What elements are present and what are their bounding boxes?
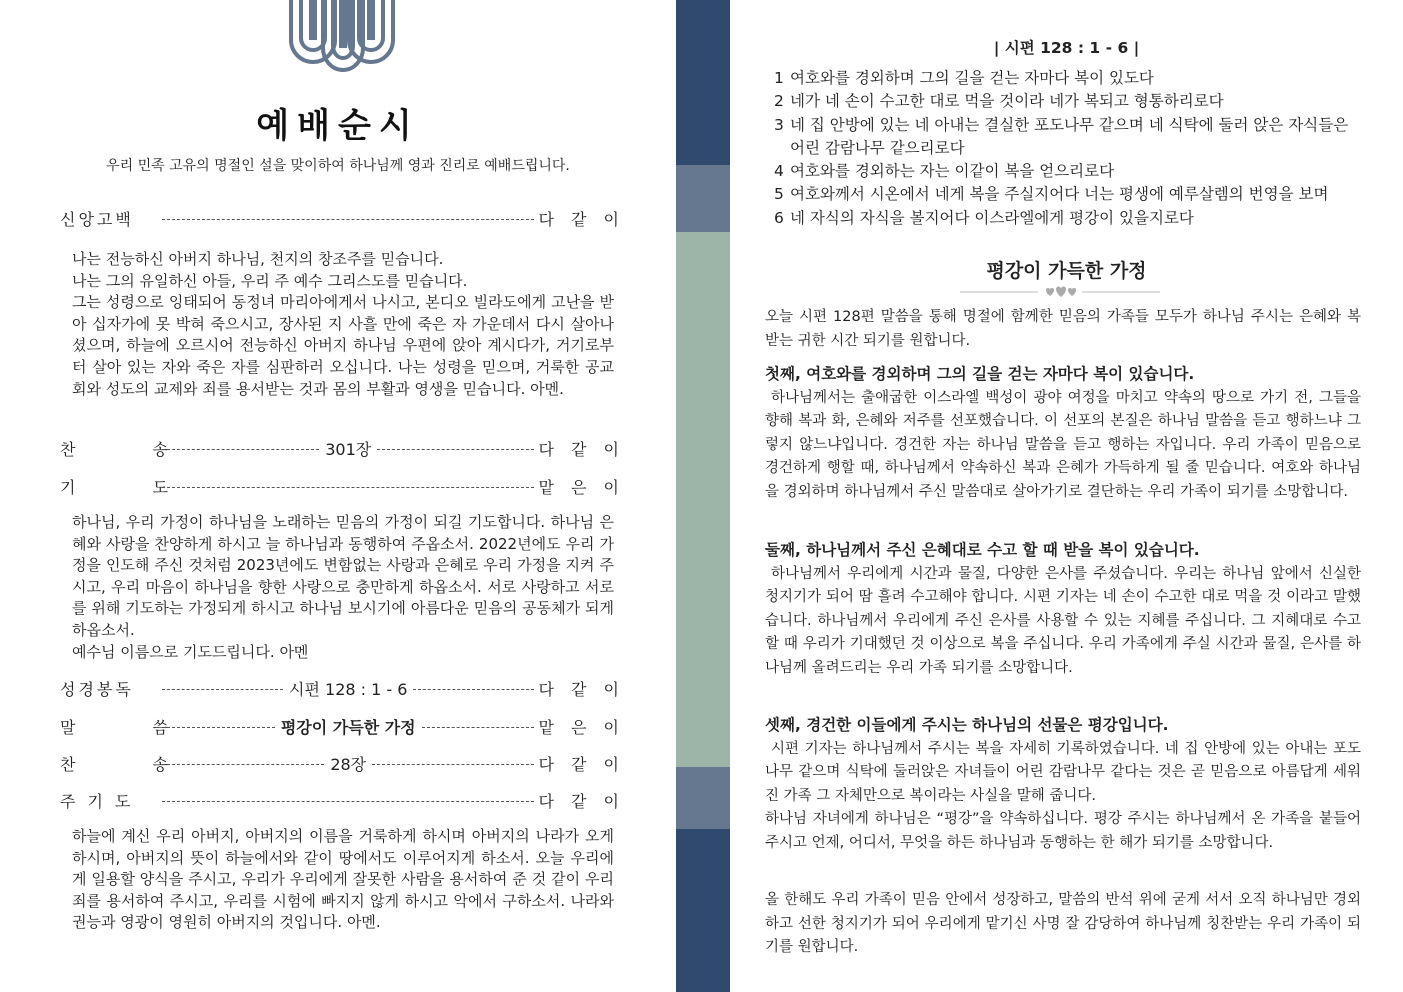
- lords-prayer-label: 주기도: [60, 791, 143, 811]
- sermon-point-3: [765, 714, 1361, 855]
- sermon-closing: [765, 889, 1361, 960]
- sermon-intro: [765, 306, 1361, 353]
- leader-line: [377, 449, 534, 450]
- verse-item: [774, 183, 1364, 206]
- center-divider: [676, 0, 730, 992]
- creed-row: [60, 207, 625, 229]
- sermon-who: 맡 은 이: [538, 717, 625, 737]
- heart-divider-icon: [960, 286, 1160, 298]
- creed-who: 다 같 이: [538, 209, 625, 229]
- passage-title: | 시편 128 : 1 - 6 |: [993, 39, 1140, 57]
- sermon-point-2: [765, 539, 1361, 680]
- sermon-page: [730, 0, 1403, 992]
- reading-label: 성경봉독: [60, 679, 134, 699]
- verse-text: 여호와를 경외하는 자는 이같이 복을 얻으리로다: [790, 162, 1115, 181]
- verse-text: 네가 네 손이 수고한 대로 먹을 것이라 네가 복되고 형통하리로다: [790, 92, 1224, 111]
- verse-number: 4: [774, 162, 784, 181]
- leader-line: [413, 689, 534, 690]
- leader-line: [162, 487, 534, 488]
- verse-list: [774, 67, 1364, 230]
- verse-number: 3: [774, 115, 784, 134]
- intro-text: 오늘 시편 128편 말씀을 통해 명절에 함께한 믿음의 가족들 모두가 하나님 주시는 은혜와 복 받는 귀한 시간 되기를 원합니다.: [765, 309, 1361, 349]
- lords-prayer-who: 다 같 이: [538, 791, 625, 811]
- church-logo-icon: [283, 0, 401, 84]
- reading-row: [60, 677, 625, 699]
- divider-band-slate: [676, 165, 730, 232]
- page-title: 예배순시: [256, 106, 420, 146]
- verse-number: 2: [774, 92, 784, 111]
- verse-item: [774, 114, 1364, 161]
- verse-text: 여호와를 경외하며 그의 길을 걷는 자마다 복이 있도다: [790, 69, 1154, 87]
- prayer-text: [72, 512, 614, 663]
- point-heading: 둘째, 하나님께서 주신 은혜대로 수고 할 때 받을 복이 있습니다.: [765, 541, 1200, 559]
- divider-band-sage: [676, 232, 730, 767]
- hymn-row: [60, 752, 625, 774]
- hymn-row: [60, 437, 625, 459]
- closing-text: 올 한해도 우리 가족이 믿음 안에서 성장하고, 말씀의 반석 위에 굳게 서서 오직 하나님만 경외하고 선한 청지기가 되어 우리에게 맡기신 사명 잘 감당하여 하나님께 칭찬받는 우리 가족이 되기를 원합니다.: [765, 892, 1361, 955]
- page-subtitle: 우리 민족 고유의 명절인 설을 맞이하여 하나님께 영과 진리로 예배드립니다.: [106, 158, 570, 174]
- lords-prayer-text: [72, 826, 614, 934]
- verse-text: 네 자식의 자식을 볼지어다 이스라엘에게 평강이 있을지로다: [790, 208, 1194, 227]
- creed-line: 그는 성령으로 잉태되어 동정녀 마리아에게서 나시고, 본디오 빌라도에게 고난을 받아 십자가에 못 박혀 죽으시고, 장사된 지 사흘 만에 죽은 자 가운데서 다시 살아나셨으며, 하늘에 오르시어 전능하신 아버지 하나님 우편에 앉아 계시다가, 거기로부터 살아 있는 자와 죽은 자를 심판하러 오십니다. 나는 성령을 믿으며, 거룩한 공교회와 성도의 교제와 죄를 용서받는 것과 몸의 부활과 영생을 믿습니다. 아멘.: [72, 293, 614, 398]
- leader-line: [162, 689, 283, 690]
- verse-item: [774, 90, 1364, 113]
- hymn-number: 301장: [325, 439, 372, 459]
- leader-line: [162, 801, 534, 802]
- sermon-label: 말 씀: [60, 717, 204, 737]
- hymn-label: 찬 송: [60, 439, 204, 459]
- divider-band-navy: [676, 829, 730, 992]
- leader-line: [162, 219, 534, 220]
- point-heading: 셋째, 경건한 이들에게 주시는 하나님의 선물은 평강입니다.: [765, 716, 1169, 734]
- hymn-who: 다 같 이: [538, 754, 625, 774]
- point-body: 하나님 자녀에게 하나님은 “평강”을 약속하십니다. 평강 주시는 하나님께서 온 가족을 붙들어 주시고 언제, 어디서, 무엇을 하든 하나님과 동행하는 한 해가 되기를 소망합니다.: [765, 811, 1361, 851]
- hymn-label: 찬 송: [60, 754, 204, 774]
- lords-prayer-line: 하늘에 계신 우리 아버지, 아버지의 이름을 거룩하게 하시며 아버지의 나라가 오게 하시며, 아버지의 뜻이 하늘에서와 같이 땅에서도 이루어지게 하소서. 오늘 우리에게 일용할 양식을 주시고, 우리가 우리에게 잘못한 사람을 용서하여 준 것 같이 우리 죄를 용서하여 주시고, 우리를 시험에 빠지지 않게 하시고 악에서 구하소서. 나라와 권능과 영광이 영원히 아버지의 것입니다. 아멘.: [72, 827, 614, 932]
- leader-line: [162, 449, 319, 450]
- creed-line: 나는 전능하신 아버지 하나님, 천지의 창조주를 믿습니다.: [72, 250, 444, 268]
- verse-number: 5: [774, 185, 784, 204]
- hymn-who: 다 같 이: [538, 439, 626, 459]
- verse-number: 1: [774, 69, 784, 87]
- point-heading: 첫째, 여호와를 경외하며 그의 길을 걷는 자마다 복이 있습니다.: [765, 365, 1195, 383]
- prayer-line: 예수님 이름으로 기도드립니다. 아멘: [72, 642, 309, 661]
- creed-line: 나는 그의 유일하신 아들, 우리 주 예수 그리스도를 믿습니다.: [72, 271, 468, 290]
- verse-item: [774, 207, 1364, 230]
- sermon-point-1: [765, 363, 1361, 504]
- hymn-number: 28장: [330, 754, 367, 774]
- divider-band-navy: [676, 0, 730, 165]
- verse-item: [774, 67, 1364, 90]
- prayer-label: 기 도: [60, 477, 204, 497]
- point-body: 시편 기자는 하나님께서 주시는 복을 자세히 기록하였습니다. 네 집 안방에 있는 아내는 포도나무 같으며 식탁에 둘러앉은 자녀들이 어린 감람나무 같다는 것은 곧 믿음으로 아름답게 세워진 가족 그 자체만으로 복이라는 사실을 말해 줍니다.: [765, 740, 1361, 804]
- leader-line: [422, 727, 535, 728]
- creed-label: 신앙고백: [60, 209, 134, 229]
- sermon-row: [60, 715, 625, 737]
- reading-passage: 시편 128 : 1 - 6: [289, 679, 408, 699]
- divider-band-slate: [676, 767, 730, 829]
- verse-number: 6: [774, 208, 784, 227]
- leader-line: [372, 764, 534, 765]
- prayer-who: 맡 은 이: [538, 477, 625, 497]
- sermon-title-entry: 평강이 가득한 가정: [280, 717, 416, 737]
- creed-text: [72, 249, 614, 400]
- point-body: 하나님께서 우리에게 시간과 물질, 다양한 은사를 주셨습니다. 우리는 하나님 앞에서 신실한 청지기가 되어 땀 흘려 수고해야 합니다. 시편 기자는 네 손이 수고한 대로 먹을 것 이라고 말했습니다. 하나님께서 우리에게 주신 은사를 사용할 수 있는 지혜를 주십니다. 그 지혜대로 수고할 때 우리가 기대했던 것 이상으로 복을 주십니다. 우리 가족에게 주실 시간과 물질, 은사를 하나님께 올려드리는 우리 가족 되기를 소망합니다.: [765, 565, 1361, 676]
- sermon-title: 평강이 가득한 가정: [986, 260, 1147, 282]
- reading-who: 다 같 이: [538, 679, 626, 699]
- verse-text: 네 집 안방에 있는 네 아내는 결실한 포도나무 같으며 네 식탁에 둘러 앉은 자식들은 어린 감람나무 같으리로다: [790, 115, 1349, 157]
- point-body: 하나님께서는 출애굽한 이스라엘 백성이 광야 여정을 마치고 약속의 땅으로 가기 전, 그들을 향해 복과 화, 은혜와 저주를 선포했습니다. 이 선포의 본질은 하나님 말씀을 듣고 행하느냐 그렇지 않느냐입니다. 경건한 자는 하나님 말씀을 듣고 행하는 자입니다. 우리 가족이 믿음으로 경건하게 행할 때, 하나님께서 약속하신 복과 은혜가 가득하게 될 줄 믿습니다. 여호와 하나님을 경외하며 하나님께서 주신 말씀대로 살아가기로 결단하는 우리 가족이 되기를 소망합니다.: [765, 389, 1361, 500]
- verse-text: 여호와께서 시온에서 네게 복을 주실지어다 너는 평생에 예루살렘의 번영을 보며: [790, 185, 1329, 204]
- lords-prayer-row: [60, 789, 625, 811]
- prayer-line: 하나님, 우리 가정이 하나님을 노래하는 믿음의 가정이 되길 기도합니다. 하나님 은혜와 사랑을 찬양하게 하시고 늘 하나님과 동행하여 주옵소서. 2022년에도 우리 가정을 인도해 주신 것처럼 2023년에도 변함없는 사랑과 은혜로 우리 가정을 지켜 주시고, 우리 마음이 하나님을 향한 사랑으로 충만하게 하옵소서. 서로 사랑하고 서로를 위해 기도하는 가정되게 하시고 하나님 보시기에 아름다운 믿음의 공동체가 되게 하옵소서.: [72, 513, 614, 639]
- leader-line: [162, 764, 324, 765]
- verse-item: [774, 160, 1364, 183]
- order-of-worship-page: [0, 0, 676, 992]
- leader-line: [162, 727, 275, 728]
- prayer-row: [60, 475, 625, 497]
